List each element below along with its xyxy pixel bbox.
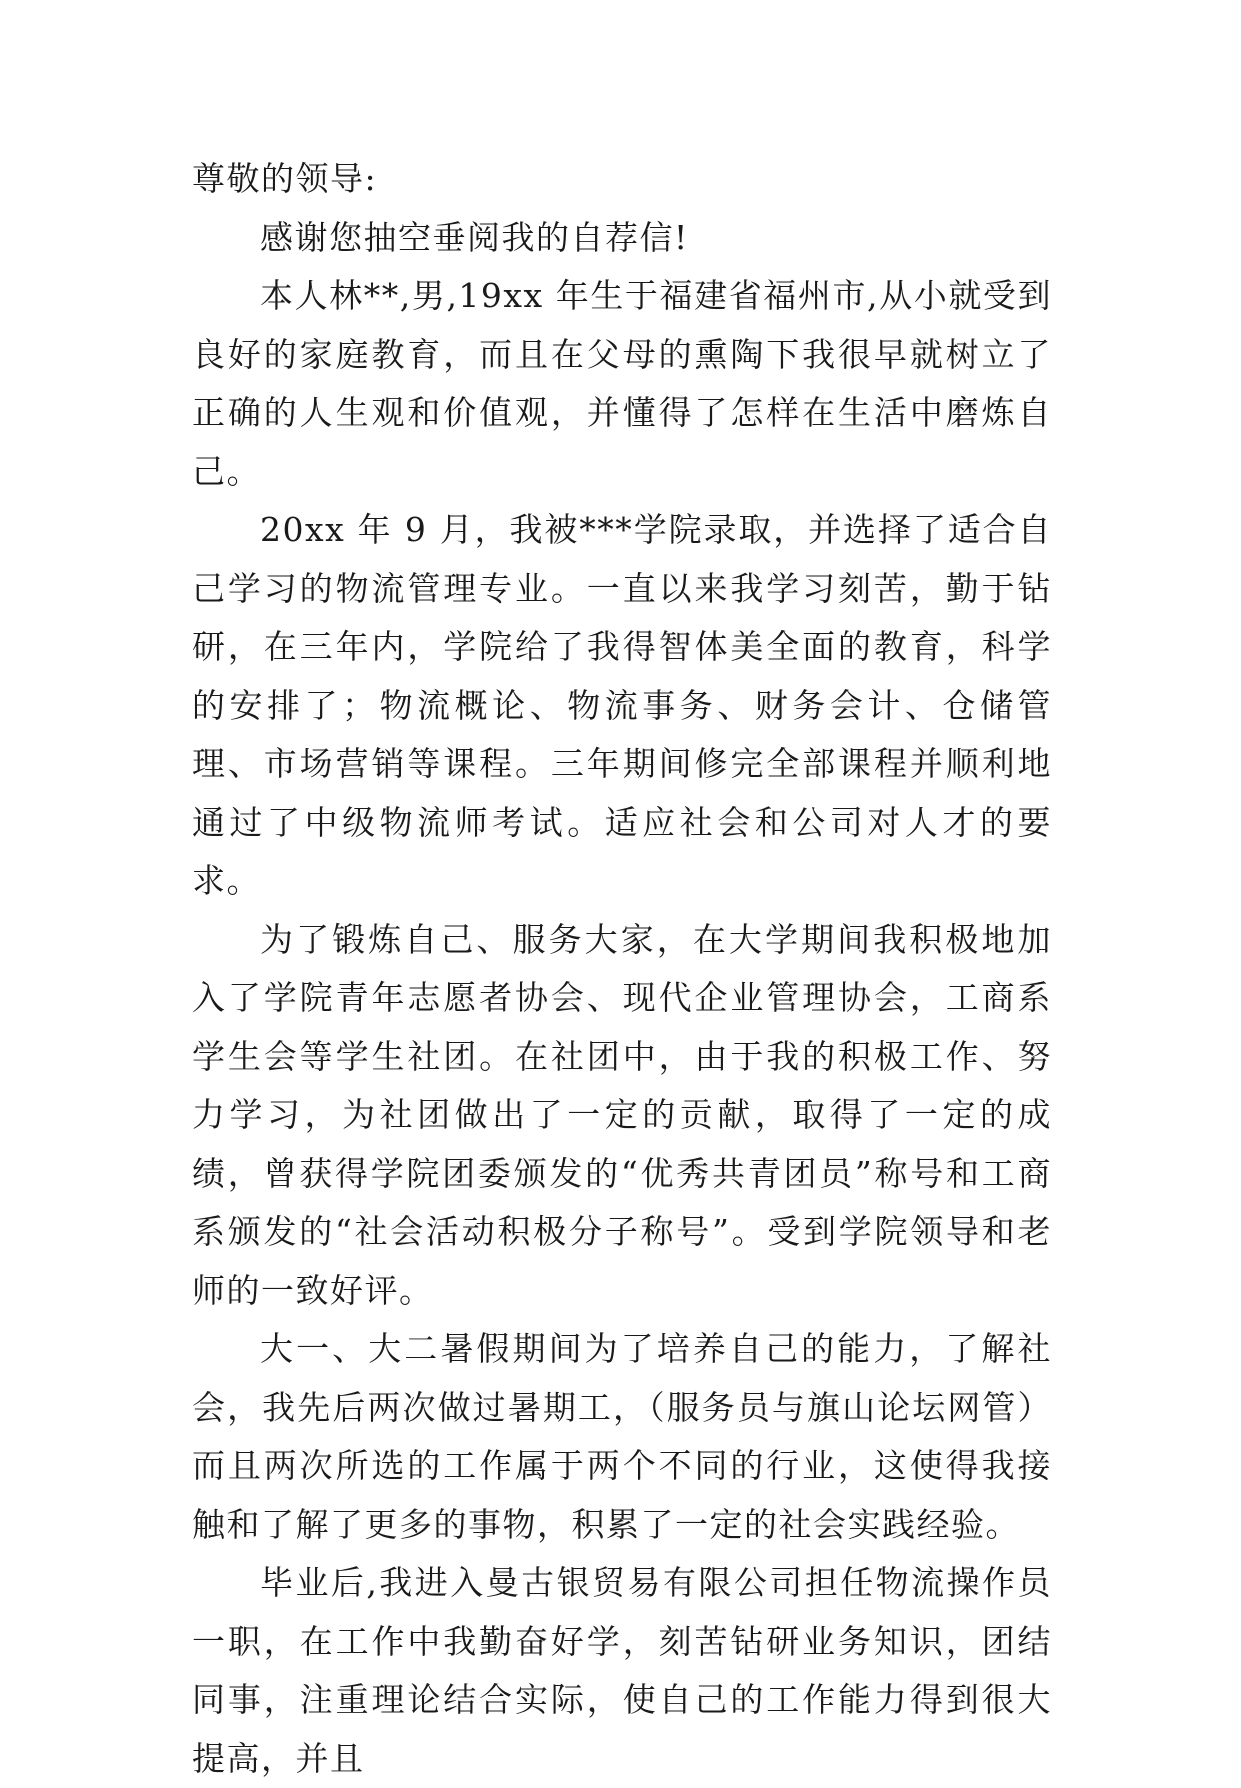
letter-body xyxy=(192,150,1052,1788)
paragraph-thanks: 感谢您抽空垂阅我的自荐信! xyxy=(260,217,689,257)
paragraph-summer-work: 大一、大二暑假期间为了培养自己的能力，了解社会，我先后两次做过暑期工，（服务员与旗山论坛网管）而且两次所选的工作属于两个不同的行业，这使得我接触和了解了更多的事物，积累了一定的社会实践经验。 xyxy=(192,1329,1052,1544)
paragraph-education: 20xx 年 9 月，我被***学院录取，并选择了适合自己学习的物流管理专业。一直以来我学习刻苦，勤于钻研，在三年内，学院给了我得智体美全面的教育，科学的安排了；物流概论、物流事务、财务会计、仓储管理、市场营销等课程。三年期间修完全部课程并顺利地通过了中级物流师考试。适应社会和公司对人才的要求。 xyxy=(192,510,1052,900)
paragraph-student-activities: 为了锻炼自己、服务大家，在大学期间我积极地加入了学院青年志愿者协会、现代企业管理协会，工商系学生会等学生社团。在社团中，由于我的积极工作、努力学习，为社团做出了一定的贡献，取得了一定的成绩，曾获得学院团委颁发的“优秀共青团员”称号和工商系颁发的“社会活动积极分子称号”。受到学院领导和老师的一致好评。 xyxy=(192,919,1052,1310)
paragraph-employment: 毕业后,我进入曼古银贸易有限公司担任物流操作员一职，在工作中我勤奋好学，刻苦钻研业务知识，团结同事，注重理论结合实际，使自己的工作能力得到很大提高，并且 xyxy=(192,1563,1052,1778)
paragraph-personal-background: 本人林**,男,19xx 年生于福建省福州市,从小就受到良好的家庭教育，而且在父母的熏陶下我很早就树立了正确的人生观和价值观，并懂得了怎样在生活中磨炼自己。 xyxy=(192,276,1052,491)
salutation: 尊敬的领导: xyxy=(192,159,378,198)
